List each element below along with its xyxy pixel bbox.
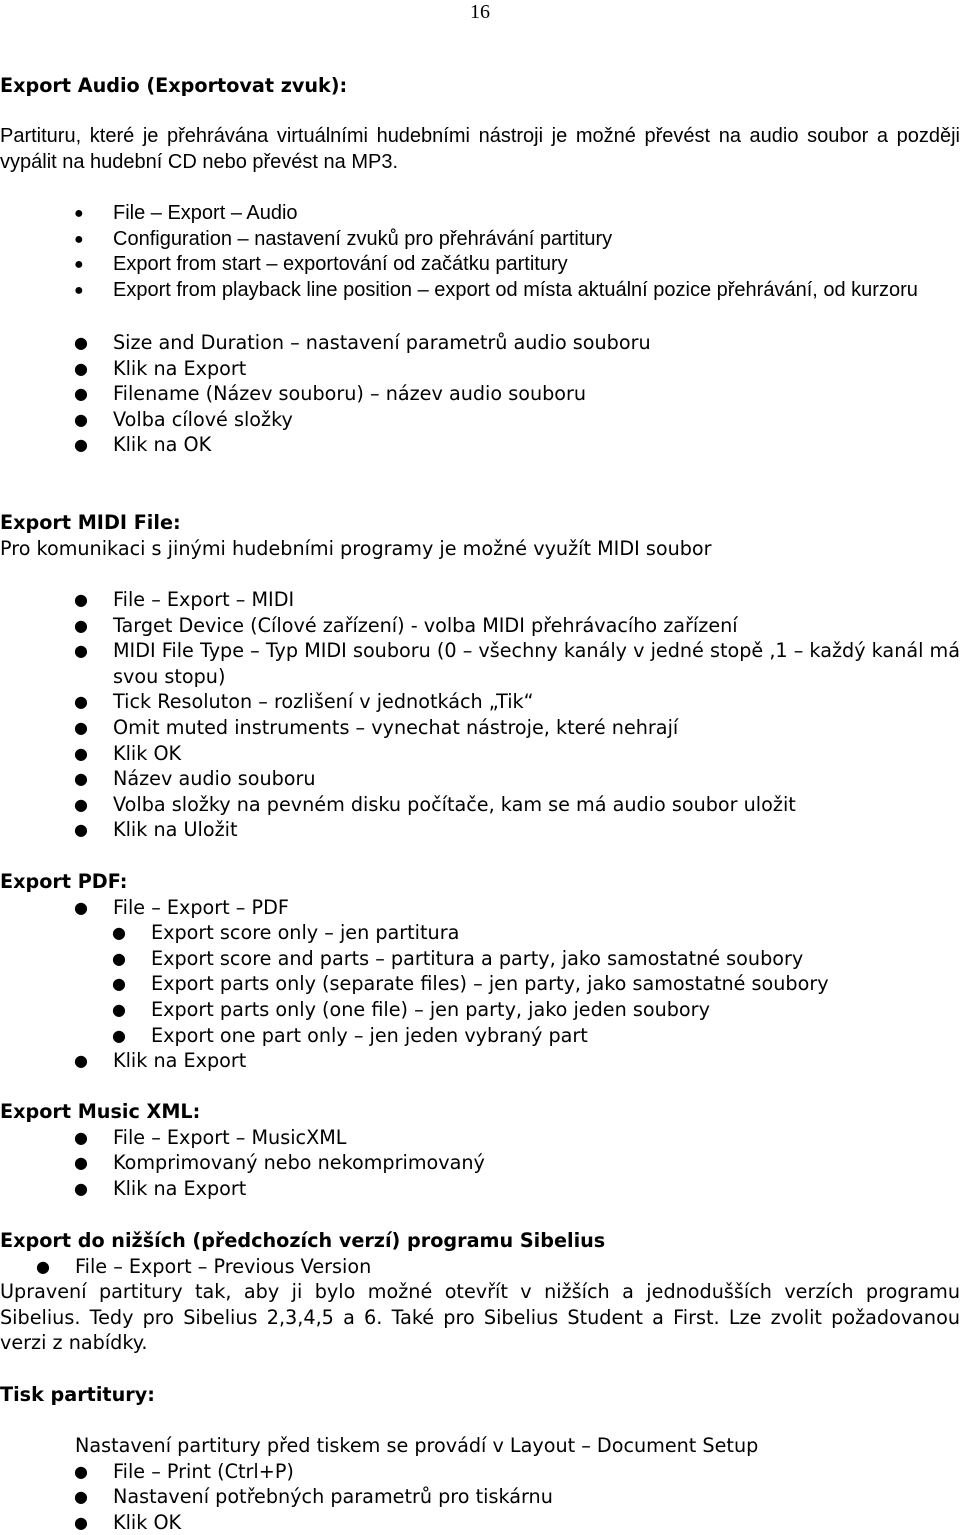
section-export-audio (0, 73, 960, 99)
list-item: ● Klik na Export (74, 1176, 247, 1200)
bullet-icon: ● (112, 974, 126, 994)
list-item: ● Export parts only (one file) – jen party, jako jeden soubory (112, 997, 710, 1021)
heading-export-musicxml: Export Music XML: (0, 1100, 201, 1123)
list-item: ● File – Export – MusicXML (74, 1125, 347, 1149)
list-item: ● Volba cílové složky (74, 407, 293, 431)
list-item: ● Klik na OK (74, 433, 212, 457)
list-item: ● Target Device (Cílové zařízení) - volba MIDI přehrávacího zařízení (74, 613, 738, 637)
bullet-icon: ● (74, 384, 88, 404)
bullet-icon: ● (74, 358, 88, 378)
print-block (0, 1433, 960, 1535)
heading-export-audio: Export Audio (Exportovat zvuk): (0, 74, 348, 97)
list-item: ● Size and Duration – nastavení parametrů audio souboru (74, 331, 651, 354)
bullet-icon: ● (74, 692, 88, 712)
bullet-icon: ● (74, 1153, 88, 1173)
page-number: 16 (470, 1, 490, 23)
list-item: ● Omit muted instruments – vynechat nástroje, které nehrají (74, 715, 679, 739)
pdf-steps-list (0, 895, 960, 921)
midi-intro: Pro komunikaci s jinými hudebními programy je možné využít MIDI soubor (0, 536, 712, 560)
list-item: ● File – Export – Previous Version (36, 1254, 372, 1278)
audio-steps-list (0, 201, 960, 303)
list-item: ● Filename (Název souboru) – název audio souboru (74, 382, 587, 406)
audio-intro-block (0, 124, 960, 175)
bullet-icon: ● (74, 641, 88, 661)
bullet-icon: ● (74, 333, 88, 352)
list-item: ● File – Export – PDF (74, 895, 289, 919)
bullet-icon: ● (74, 1461, 88, 1481)
list-item: ● Klik na Export (74, 356, 247, 380)
older-description: Upravení partitury tak, aby ji bylo možné otevřít v nižších a jednodušších verzích programu Sibelius. Tedy pro Sibelius 2,3,4,5 a 6. Také pro Sibelius Student a First. Lze zvolit požadovanou verzi z nabídky. (0, 1280, 960, 1355)
list-item: ● Klik OK (74, 1510, 182, 1534)
bullet-icon: ● (74, 409, 88, 429)
list-item: ● Komprimovaný nebo nekomprimovaný (74, 1151, 485, 1175)
audio-list-block-2 (0, 330, 960, 458)
list-item: ● Volba složky na pevném disku počítače, kam se má audio soubor uložit (74, 792, 796, 816)
list-item: ● Export one part only – jen jeden vybraný part (112, 1023, 588, 1047)
bullet-icon: ● (74, 1512, 88, 1532)
list-item: ● File – Export – MIDI (74, 588, 295, 611)
bullet-icon: ● (74, 205, 84, 222)
list-item: ● Configuration – nastavení zvuků pro přehrávání partitury (0, 227, 960, 253)
bullet-icon: ● (74, 1487, 88, 1507)
list-item: ● MIDI File Type – Typ MIDI souboru (0 – všechny kanály v jedné stopě ,1 – každý kanál má svou stopu) (74, 639, 960, 688)
bullet-icon: ● (112, 923, 126, 943)
bullet-icon: ● (74, 1127, 88, 1147)
list-item: ● Export from start – exportování od začátku partitury (0, 252, 960, 278)
list-item: ● Název audio souboru (74, 767, 316, 791)
list-item: ● Export score and parts – partitura a party, jako samostatné soubory (112, 946, 804, 970)
audio-intro: Partituru, které je přehrávána virtuálními hudebními nástroji je možné převést na audio soubor a později vypálit na hudební CD nebo převést na MP3. (0, 125, 960, 173)
bullet-icon: ● (112, 948, 126, 968)
section-export-musicxml (0, 1099, 960, 1201)
bullet-icon: ● (74, 615, 88, 635)
bullet-icon: ● (74, 1178, 88, 1198)
bullet-icon: ● (74, 230, 84, 248)
bullet-icon: ● (74, 897, 88, 917)
heading-print: Tisk partitury: (0, 1383, 155, 1406)
list-item: ● Export parts only (separate files) – jen party, jako samostatné soubory (112, 972, 829, 996)
bullet-icon: ● (36, 1256, 50, 1276)
bullet-icon: ● (74, 590, 88, 609)
section-export-older (0, 1228, 960, 1356)
list-item: ● File – Print (Ctrl+P) (74, 1459, 294, 1483)
pdf-options-list (0, 920, 960, 1048)
list-item: ● Klik na Uložit (74, 818, 238, 842)
bullet-icon: ● (74, 820, 88, 840)
bullet-icon: ● (74, 743, 88, 763)
midi-list-block (0, 587, 960, 843)
bullet-icon: ● (74, 435, 88, 455)
bullet-icon: ● (74, 281, 84, 299)
bullet-icon: ● (74, 256, 84, 274)
list-item: ● Export score only – jen partitura (112, 921, 460, 945)
bullet-icon: ● (74, 1051, 88, 1071)
pdf-steps-list-2 (0, 1048, 960, 1074)
section-export-midi (0, 510, 960, 561)
heading-export-pdf: Export PDF: (0, 870, 128, 893)
audio-steps-list-2 (0, 330, 960, 458)
section-print (0, 1382, 960, 1408)
audio-list-block (0, 201, 960, 303)
heading-export-older: Export do nižších (předchozích verzí) programu Sibelius (0, 1229, 606, 1252)
list-item: ● Tick Resoluton – rozlišení v jednotkách „Tik“ (74, 690, 534, 714)
print-intro: Nastavení partitury před tiskem se provádí v Layout – Document Setup (75, 1434, 759, 1457)
list-item: ● Nastavení potřebných parametrů pro tiskárnu (74, 1485, 553, 1509)
list-item: ● Klik na Export (74, 1049, 247, 1073)
bullet-icon: ● (74, 717, 88, 737)
bullet-icon: ● (112, 999, 126, 1019)
list-item: ● Export from playback line position – export od místa aktuální pozice přehrávání, od kurzoru (0, 278, 960, 304)
bullet-icon: ● (112, 1025, 126, 1045)
list-item: ● Klik OK (74, 741, 182, 765)
heading-export-midi: Export MIDI File: (0, 511, 181, 534)
section-export-pdf (0, 869, 960, 1074)
bullet-icon: ● (74, 769, 88, 789)
list-item: ● File – Export – Audio (0, 201, 960, 227)
bullet-icon: ● (74, 794, 88, 814)
musicxml-steps-list (0, 1125, 960, 1202)
older-steps-list (0, 1254, 960, 1280)
midi-steps-list (0, 587, 960, 843)
print-steps-list (0, 1459, 960, 1535)
